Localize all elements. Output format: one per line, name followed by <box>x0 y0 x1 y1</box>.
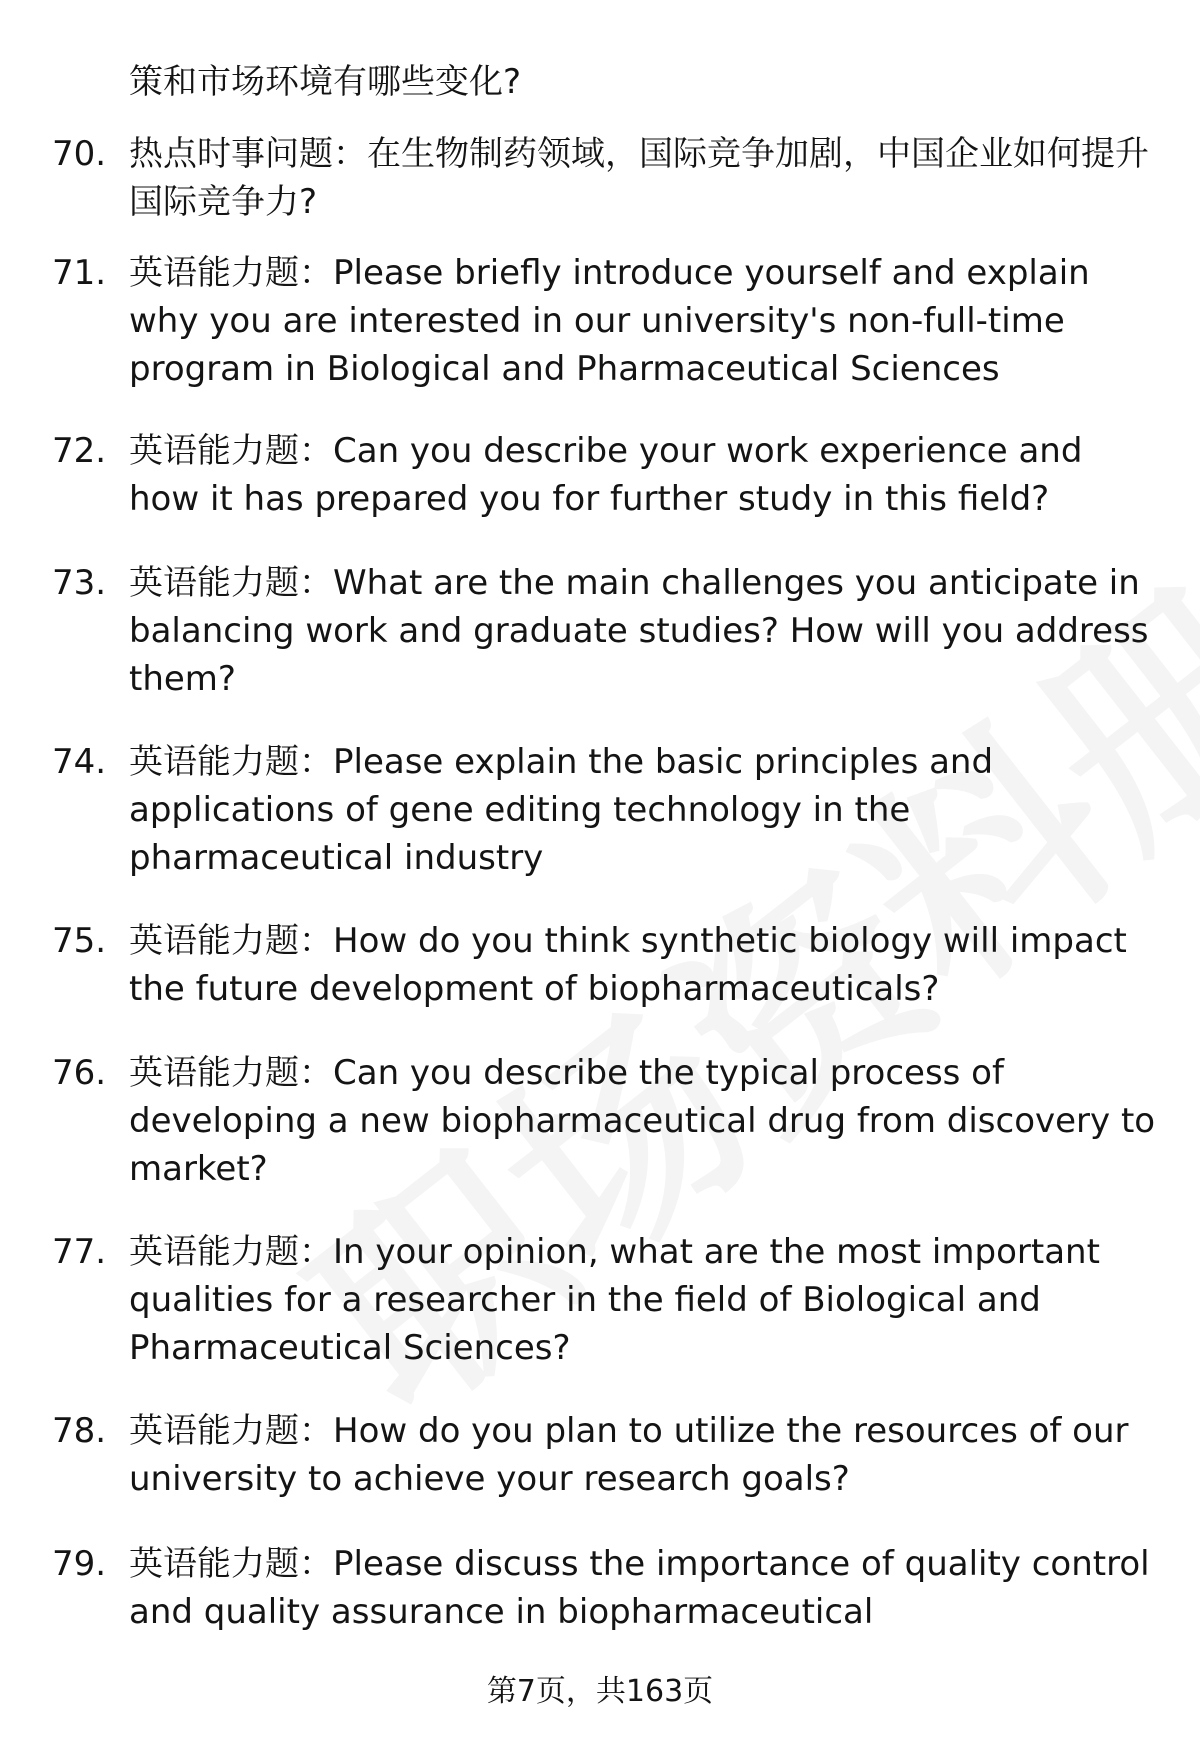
question-item <box>52 1228 1162 1372</box>
question-label: 英语能力题： <box>129 431 333 471</box>
question-body <box>129 1540 1162 1636</box>
question-body <box>129 738 1162 882</box>
question-number: 74. <box>52 742 107 782</box>
continuation-text: 策和市场环境有哪些变化? <box>129 62 522 102</box>
question-text: Can you describe your work experience and how it has prepared you for further study in this field? <box>129 431 1083 519</box>
page-footer: 第7页，共163页 <box>486 1674 714 1709</box>
question-body <box>129 917 1162 1013</box>
question-item <box>52 1049 1162 1193</box>
question-body <box>129 1049 1162 1193</box>
question-item <box>52 427 1162 523</box>
question-body <box>129 1228 1162 1372</box>
question-label: 英语能力题： <box>129 253 333 293</box>
question-text: Can you describe the typical process of developing a new biopharmaceutical drug from discovery to market? <box>129 1053 1156 1189</box>
question-label: 英语能力题： <box>129 1544 333 1584</box>
question-number: 75. <box>52 921 107 961</box>
question-item <box>52 1407 1162 1503</box>
question-body <box>129 249 1162 393</box>
question-text: How do you plan to utilize the resources of our university to achieve your research goals? <box>129 1411 1129 1499</box>
question-item <box>52 1540 1162 1636</box>
question-number: 72. <box>52 431 107 471</box>
question-label: 英语能力题： <box>129 921 333 961</box>
question-text: What are the main challenges you anticipate in balancing work and graduate studies? How will you address them? <box>129 563 1149 699</box>
question-item <box>52 738 1162 882</box>
question-label: 英语能力题： <box>129 1053 333 1093</box>
question-body <box>129 1407 1162 1503</box>
question-item <box>52 917 1162 1013</box>
question-body <box>129 427 1162 523</box>
question-number: 70. <box>52 134 107 174</box>
question-label: 英语能力题： <box>129 1232 333 1272</box>
question-number: 79. <box>52 1544 107 1584</box>
question-number: 77. <box>52 1232 107 1272</box>
question-label: 英语能力题： <box>129 742 333 782</box>
question-item <box>52 559 1162 703</box>
question-text: Please briefly introduce yourself and explain why you are interested in our university's non-full-time program in Biological and Pharmaceutical Sciences <box>129 253 1090 389</box>
question-label: 英语能力题： <box>129 1411 333 1451</box>
question-label: 英语能力题： <box>129 563 333 603</box>
question-text: In your opinion, what are the most important qualities for a researcher in the field of Biological and Pharmaceutical Sciences? <box>129 1232 1100 1368</box>
question-number: 76. <box>52 1053 107 1093</box>
question-label: 热点时事问题： <box>129 134 367 174</box>
question-item <box>52 249 1162 393</box>
question-item <box>52 130 1162 226</box>
question-text: Please explain the basic principles and applications of gene editing technology in the pharmaceutical industry <box>129 742 994 878</box>
question-text: 在生物制药领域，国际竞争加剧，中国企业如何提升国际竞争力? <box>129 134 1149 222</box>
question-body <box>129 559 1162 703</box>
question-number: 73. <box>52 563 107 603</box>
question-text: How do you think synthetic biology will impact the future development of biopharmaceuticals? <box>129 921 1127 1009</box>
question-body <box>129 130 1162 226</box>
question-text: Please discuss the importance of quality control and quality assurance in biopharmaceutical <box>129 1544 1150 1632</box>
question-number: 71. <box>52 253 107 293</box>
question-number: 78. <box>52 1411 107 1451</box>
